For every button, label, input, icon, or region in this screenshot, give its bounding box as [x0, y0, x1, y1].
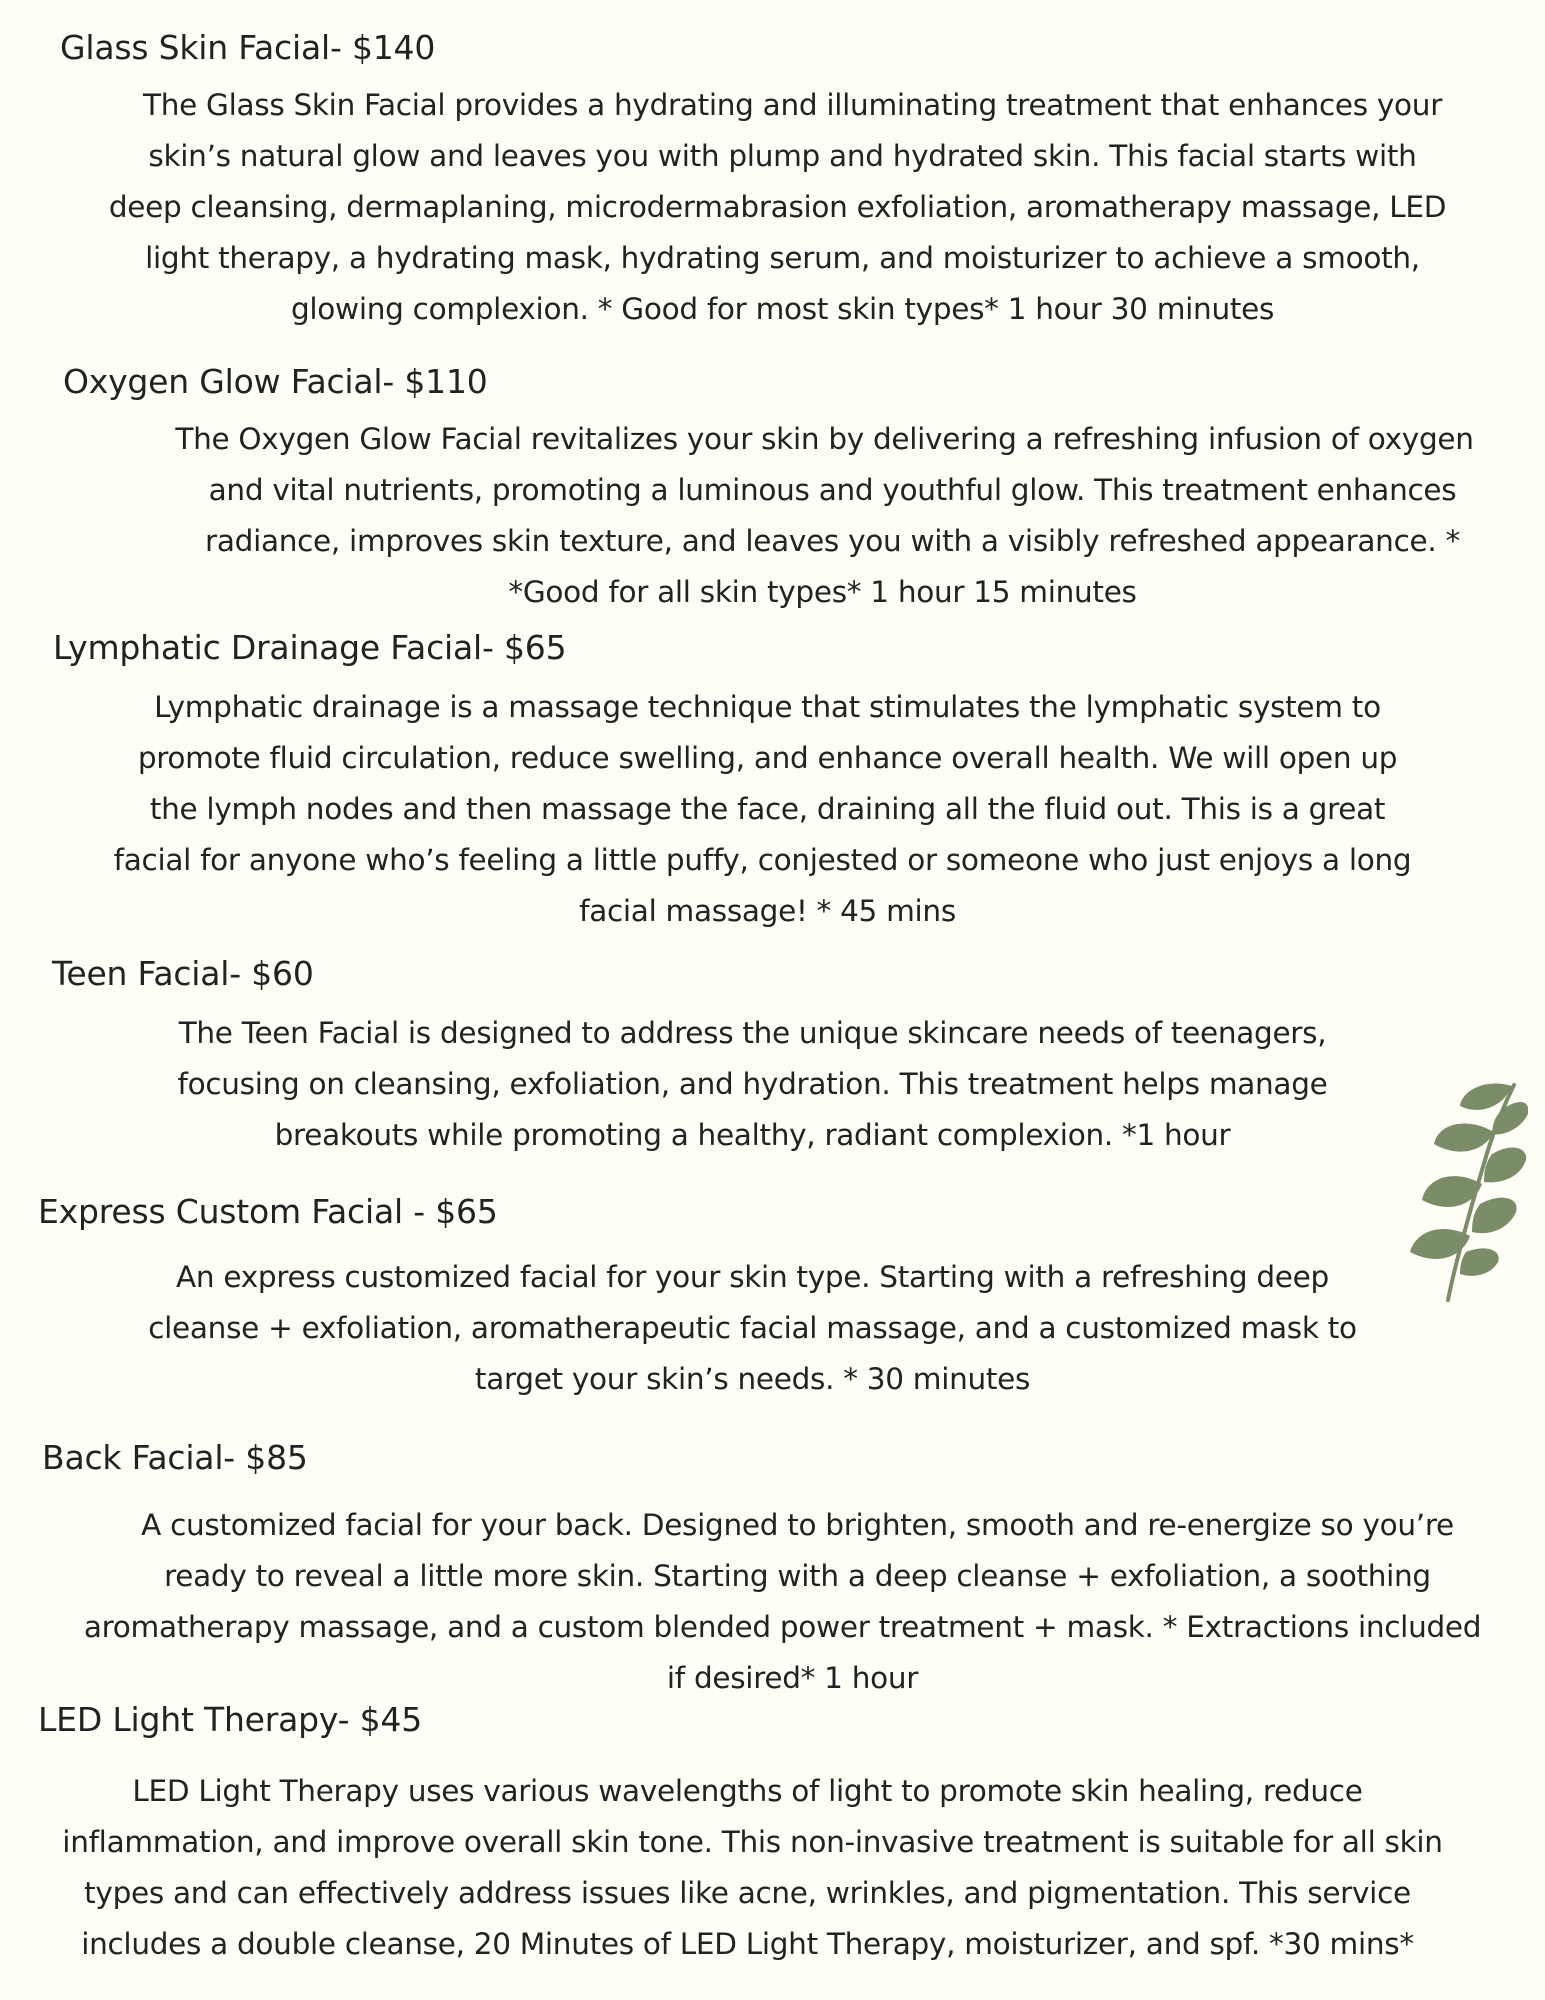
description-line: inflammation, and improve overall skin tone. This non-invasive treatment is suitable for all skin — [62, 1825, 1443, 1859]
service-title-oxygen-glow: Oxygen Glow Facial- $110 — [63, 362, 488, 401]
description-line: The Glass Skin Facial provides a hydrating and illuminating treatment that enhances your — [142, 88, 1443, 122]
description-line: A customized facial for your back. Designed to brighten, smooth and re-energize so you’re — [141, 1508, 1454, 1542]
description-line: facial for anyone who’s feeling a little puffy, conjested or someone who just enjoys a long — [113, 843, 1412, 877]
service-title-glass-skin: Glass Skin Facial- $140 — [60, 28, 436, 67]
service-title-back: Back Facial- $85 — [42, 1438, 308, 1477]
description-line: promote fluid circulation, reduce swelling, and enhance overall health. We will open up — [137, 741, 1398, 775]
description-line: ready to reveal a little more skin. Starting with a deep cleanse + exfoliation, a soothing — [164, 1559, 1431, 1593]
description-line: The Oxygen Glow Facial revitalizes your skin by delivering a refreshing infusion of oxygen — [175, 422, 1474, 456]
service-description-back — [0, 1500, 1545, 1704]
leaf-sprig-icon — [1408, 1080, 1528, 1302]
description-line: The Teen Facial is designed to address the unique skincare needs of teenagers, — [178, 1016, 1327, 1050]
description-line: glowing complexion. * Good for most skin types* 1 hour 30 minutes — [290, 292, 1275, 326]
description-line: cleanse + exfoliation, aromatherapeutic facial massage, and a customized mask to — [148, 1311, 1357, 1345]
description-line: radiance, improves skin texture, and leaves you with a visibly refreshed appearance. * — [205, 524, 1460, 558]
description-line: types and can effectively address issues like acne, wrinkles, and pigmentation. This service — [84, 1876, 1411, 1910]
description-line: skin’s natural glow and leaves you with plump and hydrated skin. This facial starts with — [148, 139, 1417, 173]
description-line: aromatherapy massage, and a custom blended power treatment + mask. * Extractions included — [83, 1610, 1482, 1644]
service-description-led-light-therapy — [0, 1766, 1545, 1970]
service-title-lymphatic-drainage: Lymphatic Drainage Facial- $65 — [53, 628, 567, 667]
description-line: includes a double cleanse, 20 Minutes of LED Light Therapy, moisturizer, and spf. *30 mins* — [81, 1927, 1414, 1961]
description-line: *Good for all skin types* 1 hour 15 minutes — [508, 575, 1137, 609]
description-line: light therapy, a hydrating mask, hydrating serum, and moisturizer to achieve a smooth, — [145, 241, 1420, 275]
description-line: and vital nutrients, promoting a luminous and youthful glow. This treatment enhances — [208, 473, 1457, 507]
description-line: breakouts while promoting a healthy, radiant complexion. *1 hour — [274, 1118, 1231, 1152]
service-title-led-light-therapy: LED Light Therapy- $45 — [38, 1700, 423, 1739]
description-line: focusing on cleansing, exfoliation, and hydration. This treatment helps manage — [177, 1067, 1328, 1101]
service-description-glass-skin — [0, 80, 1545, 335]
description-line: if desired* 1 hour — [666, 1661, 919, 1695]
description-line: the lymph nodes and then massage the face, draining all the fluid out. This is a great — [149, 792, 1386, 826]
description-line: deep cleansing, dermaplaning, microdermabrasion exfoliation, aromatherapy massage, LED — [108, 190, 1447, 224]
service-title-express-custom: Express Custom Facial - $65 — [38, 1192, 498, 1231]
description-line: facial massage! * 45 mins — [579, 894, 956, 928]
service-description-teen — [0, 1008, 1545, 1161]
service-description-express-custom — [0, 1252, 1545, 1405]
description-line: target your skin’s needs. * 30 minutes — [474, 1362, 1031, 1396]
service-description-lymphatic-drainage — [0, 682, 1545, 937]
description-line: Lymphatic drainage is a massage technique that stimulates the lymphatic system to — [154, 690, 1381, 724]
description-line: LED Light Therapy uses various wavelengths of light to promote skin healing, reduce — [132, 1774, 1363, 1808]
service-title-teen: Teen Facial- $60 — [52, 954, 314, 993]
description-line: An express customized facial for your skin type. Starting with a refreshing deep — [176, 1260, 1329, 1294]
service-description-oxygen-glow — [0, 414, 1545, 618]
